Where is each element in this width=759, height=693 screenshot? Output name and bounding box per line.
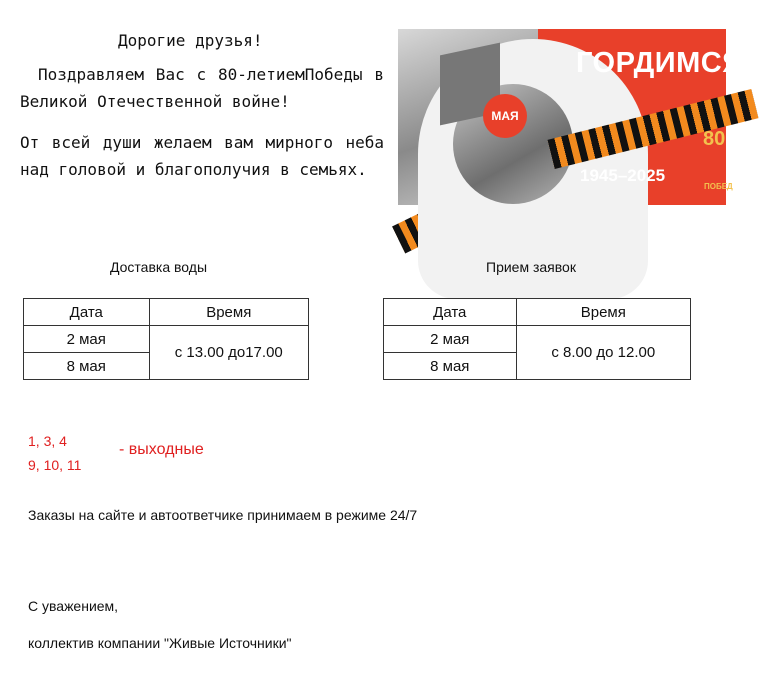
header-date: Дата [384, 299, 517, 326]
header-date: Дата [24, 299, 150, 326]
header-time: Время [149, 299, 308, 326]
days-off-line-2: 9, 10, 11 [28, 457, 82, 473]
victory-day-banner [398, 29, 744, 205]
time-cell: с 8.00 до 12.00 [516, 326, 690, 380]
signature-line: коллектив компании "Живые Источники" [28, 635, 292, 651]
days-off-list [28, 429, 81, 477]
orders-note: Заказы на сайте и автоответчике принимаем в режиме 24/7 [28, 507, 418, 523]
banner-heading: ГОРДИМСЯ [576, 47, 744, 79]
days-off-note: - выходные [119, 441, 204, 458]
table-row [384, 326, 691, 353]
orders-table-caption: Прием заявок [486, 259, 576, 275]
regards-line: С уважением, [28, 598, 119, 614]
date-cell: 8 мая [384, 353, 517, 380]
table-header-row [24, 299, 309, 326]
days-off-line-1: 1, 3, 4 [28, 433, 67, 449]
date-cell: 2 мая [384, 326, 517, 353]
time-cell: с 13.00 до17.00 [149, 326, 308, 380]
banner-corner-word: ПОБЕД [704, 182, 733, 191]
table-header-row [384, 299, 691, 326]
banner-years: 1945–2025 [580, 166, 666, 185]
date-cell: 2 мая [24, 326, 150, 353]
banner-date-circle: МАЯ [483, 94, 527, 138]
date-cell: 8 мая [24, 353, 150, 380]
delivery-table-caption: Доставка воды [110, 259, 208, 275]
greeting-title: Дорогие друзья! [118, 31, 263, 50]
greeting-paragraph-2: От всей души желаем вам мирного неба над головой и благополучия в семьях. [20, 133, 384, 179]
delivery-schedule-table [23, 298, 309, 380]
greeting-paragraph-1: Поздравляем Вас с 80-летиемПобеды в Великой Отечественной войне! [20, 65, 384, 111]
header-time: Время [516, 299, 690, 326]
orders-schedule-table [383, 298, 691, 380]
banner-corner-number: 80 [703, 128, 726, 150]
table-row [24, 326, 309, 353]
